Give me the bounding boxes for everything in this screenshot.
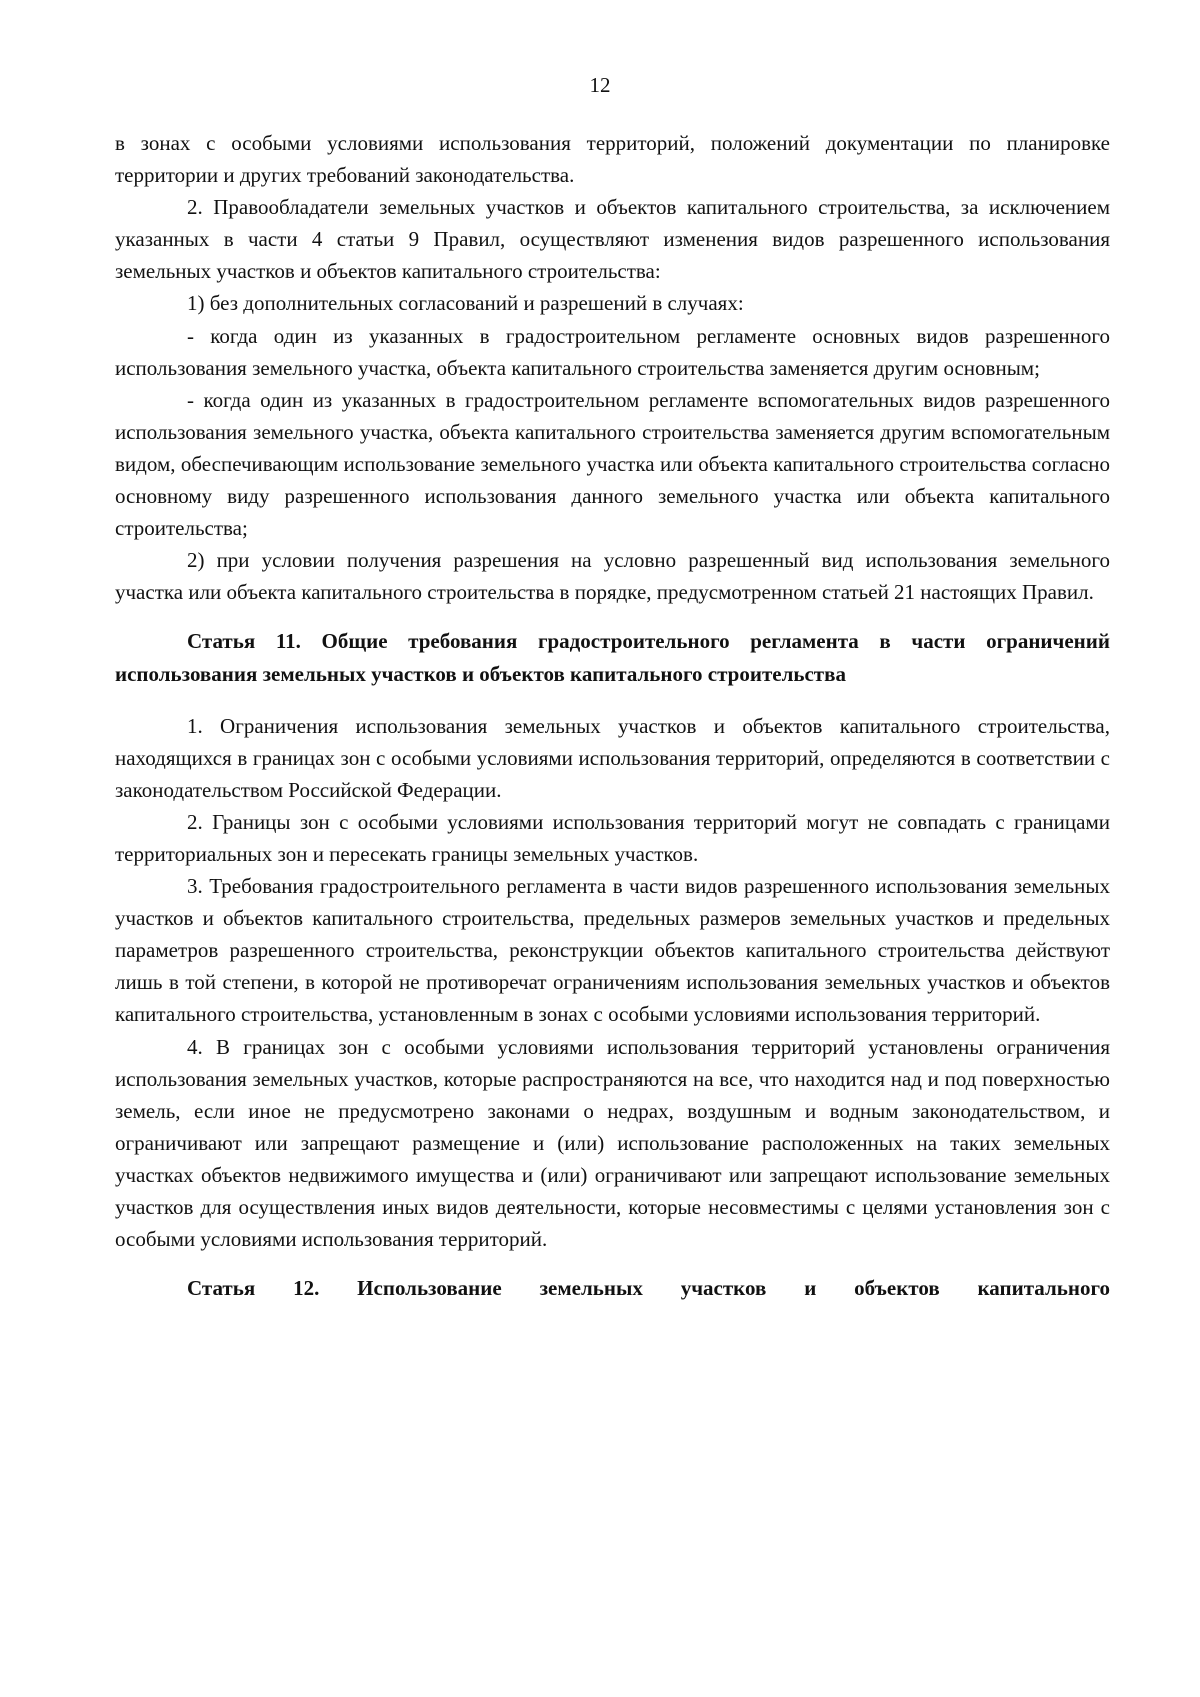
paragraph: 1. Ограничения использования земельных участков и объектов капитального строительства, находящихся в границах зон с особыми условиями использования территорий, определяются в соответствии с законодательством Российской Федерации. xyxy=(115,713,1110,802)
paragraph: 2. Границы зон с особыми условиями использования территорий могут не совпадать с границами территориальных зон и пересекать границы земельных участков. xyxy=(115,809,1110,866)
document-body xyxy=(115,127,1110,1304)
page-number: 12 xyxy=(589,73,611,97)
list-item: - когда один из указанных в градостроительном регламенте вспомогательных видов разрешенного использования земельного участка, объекта капитального строительства заменяется другим вспомогательным видом, обеспечивающим использование земельного участка или объекта капитального строительства согласно основному виду разрешенного использования данного земельного участка или объекта капитального строительства; xyxy=(115,387,1110,541)
paragraph: 2. Правообладатели земельных участков и объектов капитального строительства, за исключением указанных в части 4 статьи 9 Правил, осуществляют изменения видов разрешенного использования земельных участков и объектов капитального строительства: xyxy=(115,195,1110,284)
article-12-heading: Статья 12. Использование земельных участков и объектов капитального xyxy=(187,1276,1110,1301)
paragraph: 4. В границах зон с особыми условиями использования территорий установлены ограничения использования земельных участков, которые распространяются на все, что находится над и под поверхностью земель, если иное не предусмотрено законами о недрах, воздушным и водным законодательством, и ограничивают или запрещают размещение и (или) использование расположенных на таких земельных участках объектов недвижимого имущества и (или) ограничивают или запрещают использование земельных участков для осуществления иных видов деятельности, которые несовместимы с целями установления зон с особыми условиями использования территорий. xyxy=(115,1034,1110,1252)
list-item: - когда один из указанных в градостроительном регламенте основных видов разрешенного использования земельного участка, объекта капитального строительства заменяется другим основным; xyxy=(115,323,1110,380)
paragraph: 3. Требования градостроительного регламента в части видов разрешенного использования земельных участков и объектов капитального строительства, предельных размеров земельных участков и предельных параметров разрешенного строительства, реконструкции объектов капитального строительства действуют лишь в той степени, в которой не противоречат ограничениям использования земельных участков и объектов капитального строительства, установленным в зонах с особыми условиями использования территорий. xyxy=(115,874,1110,1027)
article-11-heading: Статья 11. Общие требования градостроительного регламента в части ограничений использования земельных участков и объектов капитального строительства xyxy=(115,629,1110,686)
paragraph-continuation: в зонах с особыми условиями использования территорий, положений документации по планировке территории и других требований законодательства. xyxy=(115,131,1110,188)
list-item: 1) без дополнительных согласований и разрешений в случаях: xyxy=(187,291,744,316)
list-item: 2) при условии получения разрешения на условно разрешенный вид использования земельного участка или объекта капитального строительства в порядке, предусмотренном статьей 21 настоящих Правил. xyxy=(115,548,1110,605)
